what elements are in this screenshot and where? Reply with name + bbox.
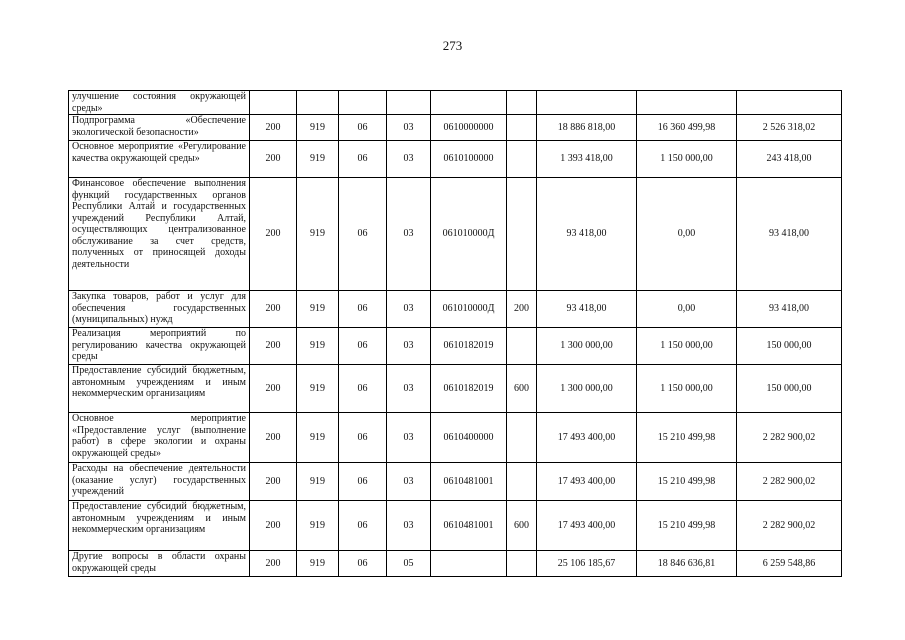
row-rz-cell: 06: [339, 141, 387, 178]
row-gr-cell: 200: [250, 141, 297, 178]
table-row: [69, 178, 842, 291]
row-csr-cell: 0610481001: [431, 463, 507, 501]
row-pr-cell: [387, 91, 431, 115]
row-rz-cell: 06: [339, 291, 387, 328]
table-row: [69, 501, 842, 551]
row-csr-cell: 0610182019: [431, 328, 507, 365]
row-rz-cell: 06: [339, 501, 387, 551]
row-gr-cell: 200: [250, 463, 297, 501]
row-vr-cell: [507, 328, 537, 365]
row-sum3-cell: 93 418,00: [737, 291, 842, 328]
table-row: [69, 91, 842, 115]
row-sum2-cell: 15 210 499,98: [637, 413, 737, 463]
row-name-cell: Подпрограмма «Обеспечение экологической безопасности»: [69, 115, 250, 141]
row-sum2-cell: 1 150 000,00: [637, 365, 737, 413]
row-ved-cell: 919: [297, 501, 339, 551]
row-pr-cell: 03: [387, 413, 431, 463]
row-csr-cell: 0610400000: [431, 413, 507, 463]
row-sum3-cell: [737, 91, 842, 115]
table-row: [69, 413, 842, 463]
row-sum1-cell: 1 300 000,00: [537, 328, 637, 365]
row-gr-cell: 200: [250, 115, 297, 141]
row-pr-cell: 03: [387, 501, 431, 551]
row-pr-cell: 03: [387, 328, 431, 365]
row-vr-cell: 600: [507, 501, 537, 551]
row-vr-cell: [507, 413, 537, 463]
row-sum2-cell: 1 150 000,00: [637, 328, 737, 365]
row-sum3-cell: 2 282 900,02: [737, 463, 842, 501]
row-sum2-cell: 0,00: [637, 291, 737, 328]
row-name-cell: Основное мероприятие «Регулирование качества окружающей среды»: [69, 141, 250, 178]
table-row: [69, 365, 842, 413]
row-name-cell: улучшение состояния окружающей среды»: [69, 91, 250, 115]
row-csr-cell: 0610182019: [431, 365, 507, 413]
row-name-cell: Закупка товаров, работ и услуг для обеспечения государственных (муниципальных) нужд: [69, 291, 250, 328]
row-pr-cell: 03: [387, 141, 431, 178]
row-rz-cell: 06: [339, 328, 387, 365]
row-vr-cell: [507, 551, 537, 577]
row-ved-cell: 919: [297, 178, 339, 291]
row-ved-cell: 919: [297, 551, 339, 577]
table-row: [69, 551, 842, 577]
row-sum1-cell: 25 106 185,67: [537, 551, 637, 577]
row-sum1-cell: [537, 91, 637, 115]
row-sum1-cell: 17 493 400,00: [537, 413, 637, 463]
row-sum3-cell: 2 282 900,02: [737, 413, 842, 463]
row-rz-cell: 06: [339, 463, 387, 501]
row-vr-cell: [507, 178, 537, 291]
row-ved-cell: 919: [297, 413, 339, 463]
row-pr-cell: 03: [387, 178, 431, 291]
row-csr-cell: 061010000Д: [431, 291, 507, 328]
row-csr-cell: 0610000000: [431, 115, 507, 141]
row-ved-cell: 919: [297, 328, 339, 365]
row-gr-cell: 200: [250, 178, 297, 291]
row-gr-cell: [250, 91, 297, 115]
row-ved-cell: 919: [297, 291, 339, 328]
row-name-cell: Другие вопросы в области охраны окружающей среды: [69, 551, 250, 577]
row-sum3-cell: 2 282 900,02: [737, 501, 842, 551]
row-sum1-cell: 1 393 418,00: [537, 141, 637, 178]
table-row: [69, 141, 842, 178]
row-sum2-cell: 15 210 499,98: [637, 501, 737, 551]
row-sum3-cell: 150 000,00: [737, 328, 842, 365]
table-body: [69, 91, 842, 577]
table-row: [69, 115, 842, 141]
row-pr-cell: 03: [387, 291, 431, 328]
row-name-cell: Предоставление субсидий бюджетным, автономным учреждениям и иным некоммерческим организациям: [69, 501, 250, 551]
row-vr-cell: 600: [507, 365, 537, 413]
row-gr-cell: 200: [250, 413, 297, 463]
row-sum2-cell: 18 846 636,81: [637, 551, 737, 577]
row-vr-cell: 200: [507, 291, 537, 328]
row-rz-cell: 06: [339, 551, 387, 577]
row-vr-cell: [507, 91, 537, 115]
row-sum3-cell: 2 526 318,02: [737, 115, 842, 141]
row-name-cell: Реализация мероприятий по регулированию качества окружающей среды: [69, 328, 250, 365]
row-name-cell: Расходы на обеспечение деятельности (оказание услуг) государственных учреждений: [69, 463, 250, 501]
row-name-cell: Предоставление субсидий бюджетным, автономным учреждениям и иным некоммерческим организациям: [69, 365, 250, 413]
row-name-cell: Финансовое обеспечение выполнения функций государственных органов Республики Алтай и государственных учреждений Республики Алтай, осуществляющих централизованное обслуживание за счет средств, полученных от приносящей доходы деятельности: [69, 178, 250, 291]
row-sum3-cell: 243 418,00: [737, 141, 842, 178]
row-csr-cell: 061010000Д: [431, 178, 507, 291]
row-rz-cell: 06: [339, 178, 387, 291]
table-row: [69, 328, 842, 365]
row-name-cell: Основное мероприятие «Предоставление услуг (выполнение работ) в сфере экологии и охраны окружающей среды»: [69, 413, 250, 463]
row-ved-cell: 919: [297, 463, 339, 501]
row-sum3-cell: 150 000,00: [737, 365, 842, 413]
row-sum1-cell: 17 493 400,00: [537, 463, 637, 501]
row-vr-cell: [507, 115, 537, 141]
row-sum2-cell: 15 210 499,98: [637, 463, 737, 501]
row-sum1-cell: 17 493 400,00: [537, 501, 637, 551]
table-row: [69, 463, 842, 501]
page-number: 273: [442, 38, 463, 53]
row-sum2-cell: 16 360 499,98: [637, 115, 737, 141]
row-ved-cell: 919: [297, 115, 339, 141]
row-vr-cell: [507, 463, 537, 501]
row-gr-cell: 200: [250, 291, 297, 328]
row-sum2-cell: 1 150 000,00: [637, 141, 737, 178]
row-gr-cell: 200: [250, 328, 297, 365]
row-pr-cell: 03: [387, 463, 431, 501]
row-sum1-cell: 1 300 000,00: [537, 365, 637, 413]
row-csr-cell: [431, 91, 507, 115]
row-csr-cell: 0610100000: [431, 141, 507, 178]
row-ved-cell: 919: [297, 365, 339, 413]
row-csr-cell: 0610481001: [431, 501, 507, 551]
row-sum1-cell: 93 418,00: [537, 178, 637, 291]
row-rz-cell: 06: [339, 413, 387, 463]
row-gr-cell: 200: [250, 551, 297, 577]
row-pr-cell: 05: [387, 551, 431, 577]
row-ved-cell: [297, 91, 339, 115]
row-pr-cell: 03: [387, 115, 431, 141]
row-rz-cell: 06: [339, 365, 387, 413]
table-row: [69, 291, 842, 328]
row-sum1-cell: 18 886 818,00: [537, 115, 637, 141]
row-rz-cell: [339, 91, 387, 115]
row-sum3-cell: 93 418,00: [737, 178, 842, 291]
row-gr-cell: 200: [250, 501, 297, 551]
budget-table: [68, 90, 842, 577]
row-sum2-cell: 0,00: [637, 178, 737, 291]
row-sum1-cell: 93 418,00: [537, 291, 637, 328]
row-pr-cell: 03: [387, 365, 431, 413]
row-vr-cell: [507, 141, 537, 178]
row-csr-cell: [431, 551, 507, 577]
row-gr-cell: 200: [250, 365, 297, 413]
row-sum3-cell: 6 259 548,86: [737, 551, 842, 577]
row-sum2-cell: [637, 91, 737, 115]
row-ved-cell: 919: [297, 141, 339, 178]
row-rz-cell: 06: [339, 115, 387, 141]
